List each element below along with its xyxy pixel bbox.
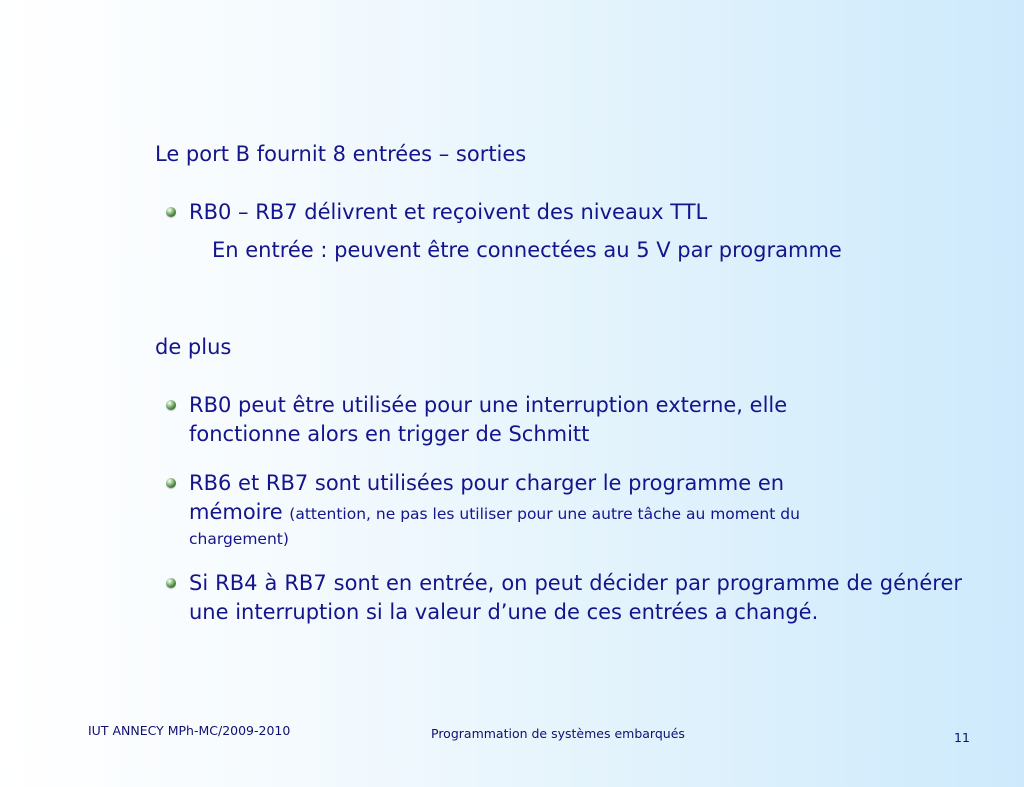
bullet-rb0-interrupt — [166, 391, 787, 449]
bullet-rb0-line1: RB0 peut être utilisée pour une interruption externe, elle — [189, 393, 788, 417]
indent-input-pullup: En entrée : peuvent être connectées au 5 V par programme — [212, 238, 842, 262]
bullet-rb0-text — [189, 391, 787, 449]
bullet-rb4-rb7-change — [166, 569, 962, 627]
heading-de-plus: de plus — [155, 335, 232, 359]
page-number: 11 — [954, 730, 970, 745]
bullet-rb6-note-cont: chargement) — [189, 530, 289, 548]
bullet-icon — [166, 578, 176, 588]
bullet-icon — [166, 207, 176, 217]
bullet-rb4-text: Si RB4 à RB7 sont en entrée, on peut décider par programme de générer une interruption si la valeur d’une de ces entrées a changé. — [189, 571, 962, 624]
bullet-rb0-line2: fonctionne alors en trigger de Schmitt — [189, 422, 590, 446]
bullet-ttl-text: RB0 – RB7 délivrent et reçoivent des niveaux TTL — [189, 200, 708, 224]
footer-center: Programmation de systèmes embarqués — [431, 726, 685, 741]
bullet-icon — [166, 478, 176, 488]
bullet-icon — [166, 400, 176, 410]
heading-port-b: Le port B fournit 8 entrées – sorties — [155, 142, 527, 166]
bullet-ttl-levels — [166, 198, 707, 227]
bullet-rb6-rb7-programming — [166, 469, 800, 549]
bullet-rb6-text — [189, 469, 800, 549]
bullet-rb6-word: mémoire — [189, 500, 283, 524]
footer-left: IUT ANNECY MPh-MC/2009-2010 — [88, 723, 291, 738]
bullet-rb6-note: (attention, ne pas les utiliser pour une autre tâche au moment du — [289, 505, 800, 523]
bullet-rb6-line1: RB6 et RB7 sont utilisées pour charger le programme en — [189, 471, 785, 495]
